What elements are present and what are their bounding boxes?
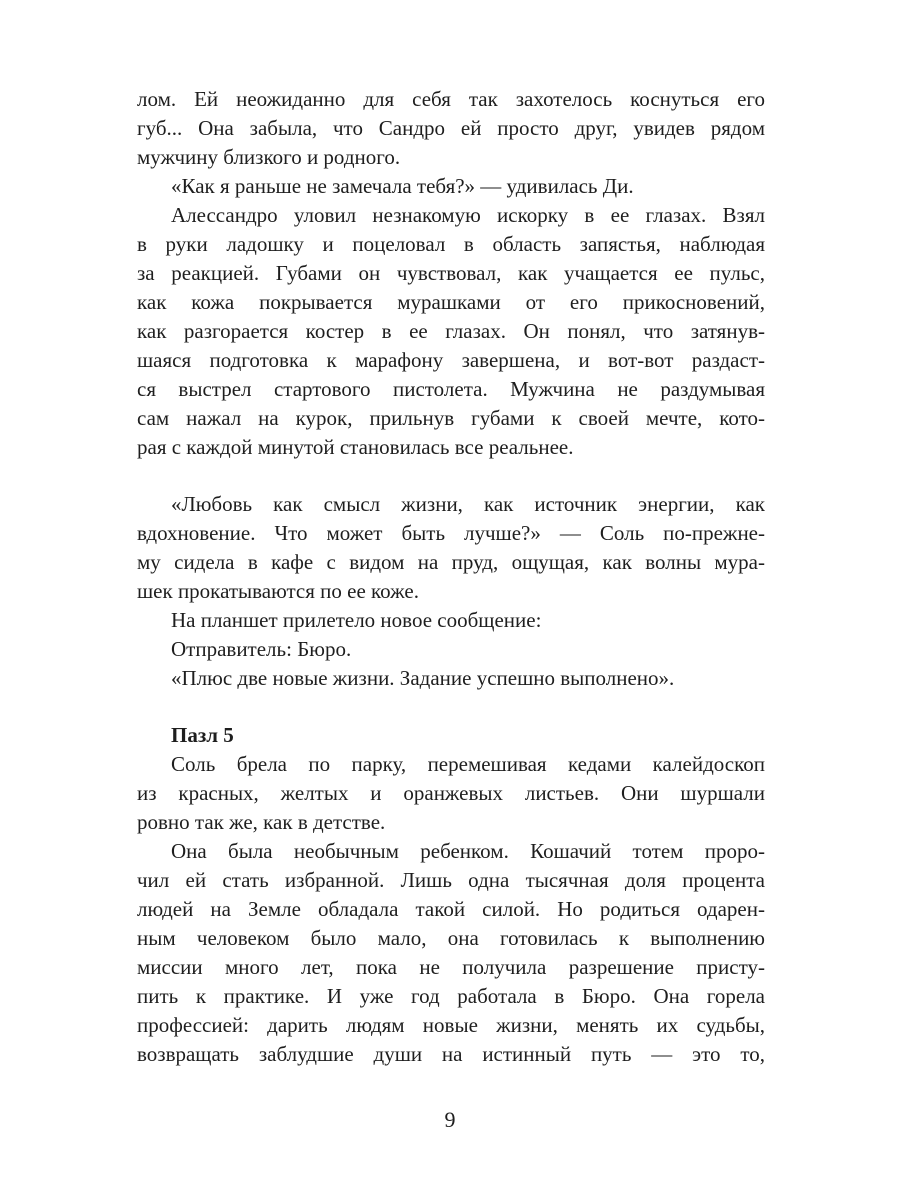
text-line: из красных, желтых и оранжевых листьев. Они шуршали <box>137 781 765 805</box>
page-text <box>137 85 765 1069</box>
text-line: за реакцией. Губами он чувствовал, как учащается ее пульс, <box>137 261 765 285</box>
text-line: Она была необычным ребенком. Кошачий тотем проро- <box>171 839 765 863</box>
text-line: как разгорается костер в ее глазах. Он понял, что затянув- <box>137 319 765 343</box>
text-line: Соль брела по парку, перемешивая кедами калейдоскоп <box>171 752 765 776</box>
text-line: «Плюс две новые жизни. Задание успешно выполнено». <box>171 666 675 690</box>
text-line: как кожа покрывается мурашками от его прикосновений, <box>137 290 765 314</box>
text-line: губ... Она забыла, что Сандро ей просто друг, увидев рядом <box>137 116 765 140</box>
text-line: рая с каждой минутой становилась все реальнее. <box>137 435 574 459</box>
text-line: миссии много лет, пока не получила разрешение присту- <box>137 955 765 979</box>
text-line: ся выстрел стартового пистолета. Мужчина не раздумывая <box>137 377 765 401</box>
text-line: сам нажал на курок, прильнув губами к своей мечте, кото- <box>137 406 765 430</box>
text-line: ровно так же, как в детстве. <box>137 810 386 834</box>
text-line: шаяся подготовка к марафону завершена, и вот-вот раздаст- <box>137 348 765 372</box>
text-line: «Любовь как смысл жизни, как источник энергии, как <box>171 492 765 516</box>
text-line: «Как я раньше не замечала тебя?» — удивилась Ди. <box>171 174 634 198</box>
text-line: профессией: дарить людям новые жизни, менять их судьбы, <box>137 1013 765 1037</box>
text-line: возвращать заблудшие души на истинный путь — это то, <box>137 1042 765 1066</box>
text-line: мужчину близкого и родного. <box>137 145 401 169</box>
text-line: Алессандро уловил незнакомую искорку в ее глазах. Взял <box>171 203 765 227</box>
text-line: Отправитель: Бюро. <box>171 637 352 661</box>
text-line: лом. Ей неожиданно для себя так захотелось коснуться его <box>137 87 765 111</box>
text-line: чил ей стать избранной. Лишь одна тысячная доля процента <box>137 868 765 892</box>
text-line: ным человеком было мало, она готовилась к выполнению <box>137 926 765 950</box>
text-line: шек прокатываются по ее коже. <box>137 579 419 603</box>
chapter-heading: Пазл 5 <box>171 723 234 747</box>
text-line: му сидела в кафе с видом на пруд, ощущая, как волны мура- <box>137 550 765 574</box>
text-line: в руки ладошку и поцеловал в область запястья, наблюдая <box>137 232 765 256</box>
text-line: вдохновение. Что может быть лучше?» — Соль по-прежне- <box>137 521 765 545</box>
text-line: людей на Земле обладала такой силой. Но родиться одарен- <box>137 897 765 921</box>
text-line: На планшет прилетело новое сообщение: <box>171 608 542 632</box>
text-line: пить к практике. И уже год работала в Бюро. Она горела <box>137 984 765 1008</box>
page-number: 9 <box>444 1107 456 1132</box>
